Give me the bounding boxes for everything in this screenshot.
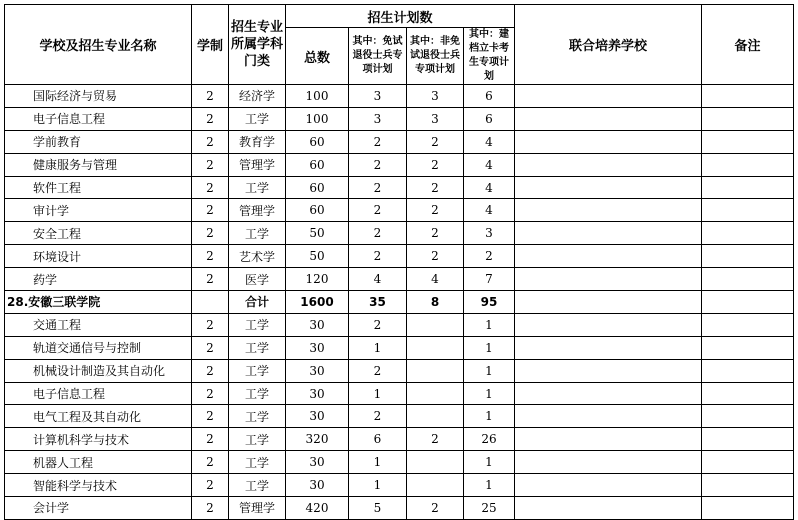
header-exempt-veteran: 其中：免试退役士兵专项计划: [349, 28, 407, 85]
cell-exempt-veteran: 1: [349, 382, 407, 405]
cell-category: 管理学: [229, 199, 286, 222]
cell-exempt-veteran: 4: [349, 268, 407, 291]
cell-partner: [515, 451, 702, 474]
cell-remark: [702, 336, 794, 359]
cell-category: 工学: [229, 176, 286, 199]
cell-non-exempt-veteran: [407, 313, 464, 336]
cell-total: 60: [286, 199, 349, 222]
cell-years: 2: [192, 245, 229, 268]
cell-partner: [515, 359, 702, 382]
header-non-exempt-veteran: 其中：非免试退役士兵专项计划: [407, 28, 464, 85]
cell-name: 28.安徽三联学院: [5, 291, 192, 314]
cell-non-exempt-veteran: 8: [407, 291, 464, 314]
cell-years: 2: [192, 199, 229, 222]
cell-partner: [515, 291, 702, 314]
cell-remark: [702, 222, 794, 245]
cell-total: 50: [286, 245, 349, 268]
cell-total: 30: [286, 313, 349, 336]
cell-remark: [702, 382, 794, 405]
table-row: [5, 199, 794, 222]
table-row: [5, 428, 794, 451]
cell-poverty: 4: [464, 153, 515, 176]
table-row: [5, 451, 794, 474]
cell-exempt-veteran: 2: [349, 153, 407, 176]
cell-poverty: 1: [464, 359, 515, 382]
cell-name: 电子信息工程: [5, 382, 192, 405]
cell-total: 30: [286, 359, 349, 382]
cell-name: 学前教育: [5, 130, 192, 153]
cell-non-exempt-veteran: 2: [407, 245, 464, 268]
cell-poverty: 4: [464, 176, 515, 199]
cell-category: 工学: [229, 382, 286, 405]
table-row: [5, 336, 794, 359]
cell-name: 计算机科学与技术: [5, 428, 192, 451]
cell-poverty: 1: [464, 451, 515, 474]
cell-total: 60: [286, 153, 349, 176]
cell-remark: [702, 359, 794, 382]
table-body: [5, 85, 794, 520]
cell-name: 智能科学与技术: [5, 474, 192, 497]
cell-years: 2: [192, 107, 229, 130]
cell-partner: [515, 245, 702, 268]
cell-non-exempt-veteran: 2: [407, 428, 464, 451]
table-row: [5, 382, 794, 405]
table-row: [5, 153, 794, 176]
cell-category: 工学: [229, 359, 286, 382]
cell-years: 2: [192, 268, 229, 291]
table-row: [5, 313, 794, 336]
cell-partner: [515, 130, 702, 153]
cell-non-exempt-veteran: [407, 382, 464, 405]
cell-years: 2: [192, 130, 229, 153]
cell-partner: [515, 222, 702, 245]
cell-category: 工学: [229, 107, 286, 130]
cell-remark: [702, 153, 794, 176]
cell-years: 2: [192, 428, 229, 451]
cell-partner: [515, 382, 702, 405]
cell-remark: [702, 451, 794, 474]
cell-years: 2: [192, 336, 229, 359]
cell-remark: [702, 474, 794, 497]
cell-name: 机器人工程: [5, 451, 192, 474]
cell-category: 工学: [229, 451, 286, 474]
table-row: [5, 497, 794, 520]
cell-exempt-veteran: 1: [349, 336, 407, 359]
cell-category: 管理学: [229, 497, 286, 520]
header-total: 总数: [286, 28, 349, 85]
cell-total: 420: [286, 497, 349, 520]
cell-total: 100: [286, 107, 349, 130]
table-row: [5, 359, 794, 382]
cell-exempt-veteran: 5: [349, 497, 407, 520]
cell-total: 100: [286, 85, 349, 108]
cell-total: 30: [286, 336, 349, 359]
table-row: [5, 474, 794, 497]
cell-partner: [515, 313, 702, 336]
cell-total: 30: [286, 405, 349, 428]
cell-category: 工学: [229, 222, 286, 245]
cell-total: 60: [286, 176, 349, 199]
cell-poverty: 1: [464, 405, 515, 428]
cell-years: 2: [192, 153, 229, 176]
header-years: 学制: [192, 5, 229, 85]
cell-category: 工学: [229, 405, 286, 428]
enrollment-plan-table: [4, 4, 794, 520]
cell-category: 工学: [229, 428, 286, 451]
cell-name: 健康服务与管理: [5, 153, 192, 176]
table-row: [5, 222, 794, 245]
cell-exempt-veteran: 3: [349, 85, 407, 108]
cell-years: 2: [192, 382, 229, 405]
header-plan-group: 招生计划数: [286, 5, 515, 28]
cell-total: 1600: [286, 291, 349, 314]
cell-years: 2: [192, 359, 229, 382]
cell-total: 60: [286, 130, 349, 153]
cell-name: 轨道交通信号与控制: [5, 336, 192, 359]
cell-partner: [515, 85, 702, 108]
cell-category: 艺术学: [229, 245, 286, 268]
cell-years: 2: [192, 85, 229, 108]
cell-partner: [515, 428, 702, 451]
cell-category: 教育学: [229, 130, 286, 153]
cell-years: 2: [192, 176, 229, 199]
cell-total: 50: [286, 222, 349, 245]
cell-non-exempt-veteran: [407, 451, 464, 474]
cell-total: 30: [286, 451, 349, 474]
header-remark: 备注: [702, 5, 794, 85]
cell-non-exempt-veteran: 2: [407, 176, 464, 199]
cell-exempt-veteran: 2: [349, 222, 407, 245]
cell-exempt-veteran: 2: [349, 245, 407, 268]
cell-exempt-veteran: 2: [349, 130, 407, 153]
cell-remark: [702, 85, 794, 108]
cell-partner: [515, 153, 702, 176]
cell-remark: [702, 291, 794, 314]
cell-non-exempt-veteran: [407, 474, 464, 497]
cell-total: 120: [286, 268, 349, 291]
cell-poverty: 6: [464, 107, 515, 130]
cell-name: 安全工程: [5, 222, 192, 245]
cell-years: 2: [192, 313, 229, 336]
cell-category: 经济学: [229, 85, 286, 108]
cell-non-exempt-veteran: [407, 336, 464, 359]
cell-category: 合计: [229, 291, 286, 314]
cell-name: 药学: [5, 268, 192, 291]
cell-years: 2: [192, 474, 229, 497]
table-row: [5, 245, 794, 268]
header-poverty: 其中：建档立卡考生专项计划: [464, 28, 515, 85]
cell-poverty: 26: [464, 428, 515, 451]
cell-remark: [702, 497, 794, 520]
cell-partner: [515, 176, 702, 199]
cell-non-exempt-veteran: [407, 405, 464, 428]
cell-partner: [515, 199, 702, 222]
cell-name: 审计学: [5, 199, 192, 222]
cell-remark: [702, 313, 794, 336]
cell-non-exempt-veteran: 2: [407, 222, 464, 245]
cell-partner: [515, 268, 702, 291]
cell-years: [192, 291, 229, 314]
cell-years: 2: [192, 222, 229, 245]
table-row: [5, 130, 794, 153]
cell-name: 环境设计: [5, 245, 192, 268]
cell-poverty: 7: [464, 268, 515, 291]
cell-total: 30: [286, 382, 349, 405]
cell-exempt-veteran: 2: [349, 176, 407, 199]
cell-name: 会计学: [5, 497, 192, 520]
cell-partner: [515, 405, 702, 428]
cell-poverty: 1: [464, 336, 515, 359]
cell-remark: [702, 268, 794, 291]
header-category: 招生专业所属学科门类: [229, 5, 286, 85]
cell-name: 国际经济与贸易: [5, 85, 192, 108]
school-total-row: [5, 291, 794, 314]
cell-partner: [515, 497, 702, 520]
cell-exempt-veteran: 3: [349, 107, 407, 130]
cell-years: 2: [192, 451, 229, 474]
cell-remark: [702, 199, 794, 222]
cell-years: 2: [192, 405, 229, 428]
cell-poverty: 4: [464, 130, 515, 153]
cell-remark: [702, 428, 794, 451]
cell-exempt-veteran: 2: [349, 405, 407, 428]
cell-poverty: 95: [464, 291, 515, 314]
cell-non-exempt-veteran: 2: [407, 153, 464, 176]
cell-total: 320: [286, 428, 349, 451]
cell-remark: [702, 245, 794, 268]
cell-remark: [702, 405, 794, 428]
table-row: [5, 176, 794, 199]
header-name: 学校及招生专业名称: [5, 5, 192, 85]
cell-name: 机械设计制造及其自动化: [5, 359, 192, 382]
cell-non-exempt-veteran: 3: [407, 107, 464, 130]
cell-non-exempt-veteran: 2: [407, 199, 464, 222]
cell-exempt-veteran: 35: [349, 291, 407, 314]
cell-exempt-veteran: 2: [349, 313, 407, 336]
table-row: [5, 268, 794, 291]
cell-non-exempt-veteran: 2: [407, 497, 464, 520]
cell-poverty: 4: [464, 199, 515, 222]
cell-poverty: 3: [464, 222, 515, 245]
table-row: [5, 107, 794, 130]
table-header: [5, 5, 794, 85]
cell-name: 交通工程: [5, 313, 192, 336]
cell-remark: [702, 107, 794, 130]
cell-category: 管理学: [229, 153, 286, 176]
cell-non-exempt-veteran: 4: [407, 268, 464, 291]
cell-poverty: 1: [464, 382, 515, 405]
cell-category: 工学: [229, 336, 286, 359]
cell-non-exempt-veteran: 3: [407, 85, 464, 108]
cell-exempt-veteran: 2: [349, 359, 407, 382]
cell-category: 工学: [229, 313, 286, 336]
cell-exempt-veteran: 1: [349, 474, 407, 497]
cell-poverty: 1: [464, 313, 515, 336]
cell-poverty: 25: [464, 497, 515, 520]
cell-poverty: 6: [464, 85, 515, 108]
header-partner: 联合培养学校: [515, 5, 702, 85]
cell-exempt-veteran: 1: [349, 451, 407, 474]
cell-partner: [515, 336, 702, 359]
cell-non-exempt-veteran: 2: [407, 130, 464, 153]
cell-exempt-veteran: 6: [349, 428, 407, 451]
table-row: [5, 405, 794, 428]
cell-name: 电气工程及其自动化: [5, 405, 192, 428]
cell-exempt-veteran: 2: [349, 199, 407, 222]
cell-poverty: 1: [464, 474, 515, 497]
cell-name: 软件工程: [5, 176, 192, 199]
cell-category: 医学: [229, 268, 286, 291]
cell-partner: [515, 107, 702, 130]
cell-category: 工学: [229, 474, 286, 497]
table-row: [5, 85, 794, 108]
cell-partner: [515, 474, 702, 497]
cell-non-exempt-veteran: [407, 359, 464, 382]
cell-remark: [702, 176, 794, 199]
cell-name: 电子信息工程: [5, 107, 192, 130]
cell-remark: [702, 130, 794, 153]
cell-poverty: 2: [464, 245, 515, 268]
cell-years: 2: [192, 497, 229, 520]
cell-total: 30: [286, 474, 349, 497]
